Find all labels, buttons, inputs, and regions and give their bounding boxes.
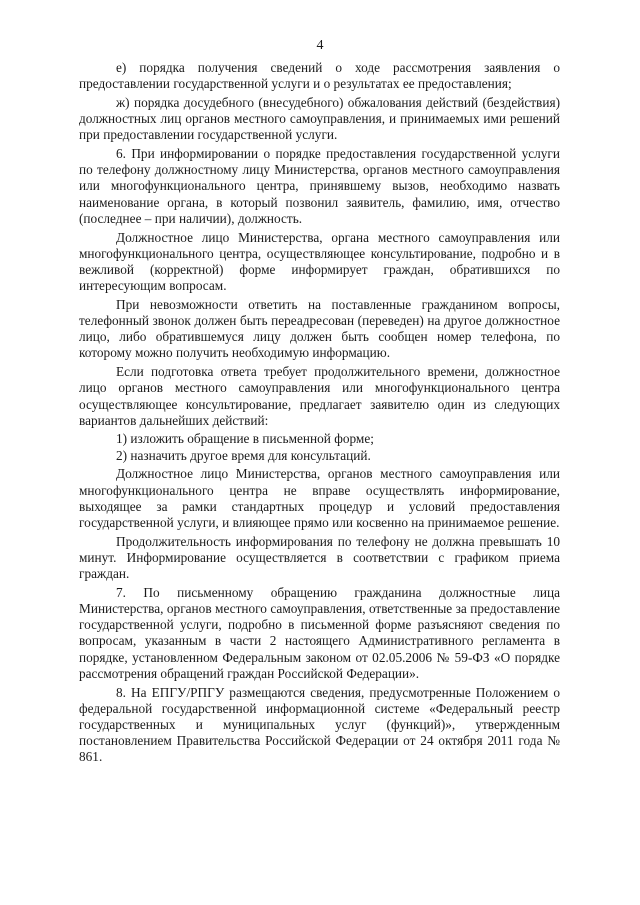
paragraph-consulting-official: Должностное лицо Министерства, органа местного самоуправления или многофункционального центра, осуществляющее консультирование, подробно и в вежливой (корректной) форме информирует граждан, обратившихся по интересующим вопросам. [79, 229, 560, 294]
paragraph-call-redirect: При невозможности ответить на поставленные гражданином вопросы, телефонный звонок должен быть переадресован (переведен) на другое должностное лицо, либо обратившемуся лицу должен быть сообщен номер телефона, по которому можно получить необходимую информацию. [79, 296, 560, 361]
paragraph-section-7: 7. По письменному обращению гражданина должностные лица Министерства, органов местного самоуправления, ответственные за предоставление государственной услуги, подробно в письменной форме разъясняют сведения по вопросам, указанным в части 2 настоящего Административного регламента в порядке, установленном Федеральным законом от 02.05.2006 № 59-ФЗ «О порядке рассмотрения обращений граждан Российской Федерации». [79, 584, 560, 681]
paragraph-duration: Продолжительность информирования по телефону не должна превышать 10 минут. Информирование осуществляется в соответствии с графиком приема граждан. [79, 533, 560, 582]
paragraph-section-6: 6. При информировании о порядке предоставления государственной услуги по телефону должностному лицу Министерства, органов местного самоуправления или многофункционального центра, принявшему вызов, необходимо назвать наименование органа, в который позвонил заявитель, фамилию, имя, отчество (последнее – при наличии), должность. [79, 146, 560, 226]
list-option-2: 2) назначить другое время для консультаций. [116, 447, 371, 463]
paragraph-item-e: е) порядка получения сведений о ходе рассмотрения заявления о предоставлении государственной услуги и о результатах ее предоставления; [79, 60, 560, 92]
document-body [79, 60, 560, 768]
paragraph-item-zh: ж) порядка досудебного (внесудебного) обжалования действий (бездействия) должностных лиц органов местного самоуправления, и принимаемых ими решений при предоставлении государственной услуги. [79, 94, 560, 143]
paragraph-restrictions: Должностное лицо Министерства, органов местного самоуправления или многофункционального центра не вправе осуществлять информирование, выходящее за рамки стандартных процедур и условий предоставления государственной услуги, и влияющее прямо или косвенно на принимаемое решение. [79, 466, 560, 530]
paragraph-section-8: 8. На ЕПГУ/РПГУ размещаются сведения, предусмотренные Положением о федеральной государственной информационной системе «Федеральный реестр государственных и муниципальных услуг (функций)», утвержденным постановлением Правительства Российской Федерации от 24 октября 2011 года № 861. [79, 684, 560, 765]
page-number: 4 [316, 38, 324, 53]
list-option-1: 1) изложить обращение в письменной форме; [116, 431, 374, 447]
paragraph-long-answer: Если подготовка ответа требует продолжительного времени, должностное лицо органов местного самоуправления или многофункционального центра осуществляющее консультирование, предлагает заявителю один из следующих вариантов дальнейших действий: [79, 364, 560, 428]
